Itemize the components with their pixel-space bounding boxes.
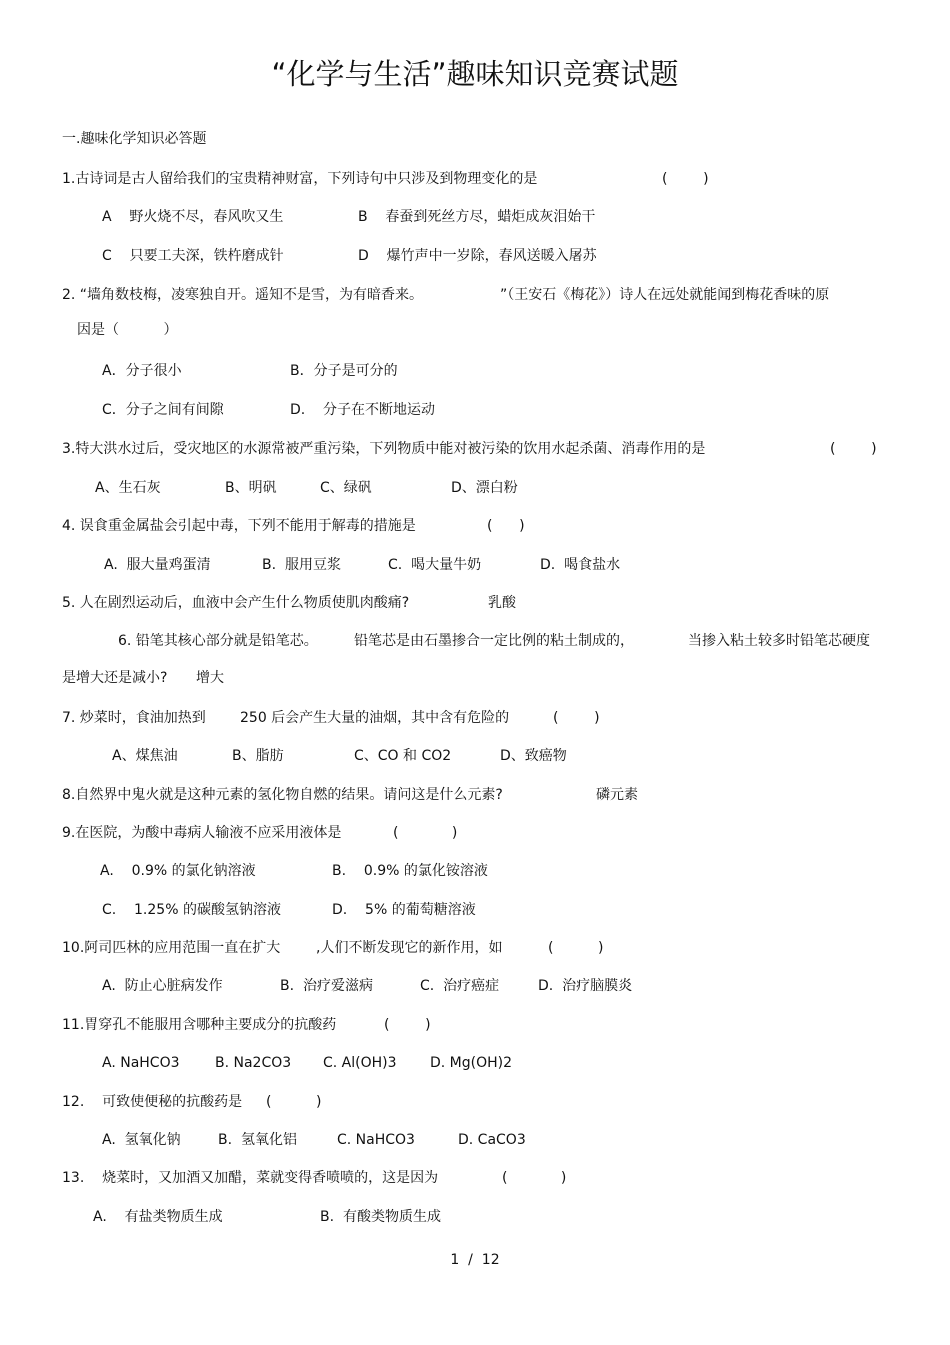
q11-option-b: B. Na2CO3: [215, 1055, 292, 1071]
q11-option-c: C. Al(OH)3: [323, 1055, 397, 1071]
q4-option-a: A. 服大量鸡蛋清: [104, 557, 211, 573]
q10-option-c: C. 治疗癌症: [420, 978, 500, 994]
q11-answer-blank: ( ): [384, 1017, 431, 1033]
q1-option-a: A 野火烧不尽，春风吹又生: [102, 209, 284, 225]
q9-option-d: D. 5% 的葡萄糖溶液: [332, 902, 476, 918]
q11-option-d: D. Mg(OH)2: [430, 1055, 513, 1071]
q2-option-b: B．分子是可分的: [290, 363, 398, 379]
q10-option-a: A. 防止心脏病发作: [102, 978, 223, 994]
q13-option-b: B. 有酸类物质生成: [320, 1209, 441, 1225]
q12-stem: 12. 可致使便秘的抗酸药是: [62, 1094, 243, 1110]
q4-answer-blank: ( ): [487, 518, 525, 534]
q10-stem-cont: ,人们不断发现它的新作用，如: [316, 940, 503, 956]
q3-option-b: B、明矾: [225, 480, 277, 496]
q9-stem: 9.在医院，为酸中毒病人输液不应采用液体是: [62, 825, 342, 841]
q4-stem: 4. 误食重金属盐会引起中毒，下列不能用于解毒的措施是: [62, 518, 416, 534]
section-heading: 一.趣味化学知识必答题: [62, 131, 207, 147]
q4-option-d: D. 喝食盐水: [540, 557, 621, 573]
q13-stem: 13. 烧菜时，又加酒又加醋，菜就变得香喷喷的，这是因为: [62, 1170, 439, 1186]
q2-option-d: D. 分子在不断地运动: [290, 402, 436, 418]
q12-option-c: C. NaHCO3: [337, 1132, 415, 1148]
q12-option-d: D. CaCO3: [458, 1132, 526, 1148]
q10-stem: 10.阿司匹林的应用范围一直在扩大: [62, 940, 281, 956]
q2-stem-line2: 因是（ ）: [77, 322, 178, 338]
q6-stem-line2: 是增大还是减小?: [62, 670, 168, 686]
q10-answer-blank: ( ): [548, 940, 604, 956]
q8-answer: 磷元素: [596, 787, 638, 803]
q9-option-a: A. 0.9% 的氯化钠溶液: [100, 863, 256, 879]
q1-answer-blank: ( ): [662, 171, 709, 187]
q3-option-c: C、绿矾: [320, 480, 372, 496]
q11-stem: 11.胃穿孔不能服用含哪种主要成分的抗酸药: [62, 1017, 337, 1033]
q12-option-b: B. 氢氧化铝: [218, 1132, 297, 1148]
q4-option-c: C. 喝大量牛奶: [388, 557, 482, 573]
q10-option-b: B. 治疗爱滋病: [280, 978, 373, 994]
q12-option-a: A. 氢氧化钠: [102, 1132, 181, 1148]
q6-stem-part2: 铅笔芯是由石墨掺合一定比例的粘土制成的，: [354, 633, 634, 649]
q3-option-a: A、生石灰: [95, 480, 161, 496]
q5-stem: 5. 人在剧烈运动后，血液中会产生什么物质使肌肉酸痛?: [62, 595, 410, 611]
q1-option-d: D 爆竹声中一岁除，春风送暖入屠苏: [358, 248, 597, 264]
q11-option-a: A. NaHCO3: [102, 1055, 180, 1071]
q2-stem: 2. “墙角数枝梅，凌寒独自开。遥知不是雪，为有暗香来。: [62, 287, 424, 303]
page-number: 1 / 12: [450, 1252, 500, 1268]
q7-option-a: A、煤焦油: [112, 748, 178, 764]
page-title: “化学与生活”趣味知识竞赛试题: [271, 57, 679, 91]
q9-option-b: B. 0.9% 的氯化铵溶液: [332, 863, 488, 879]
q13-option-a: A. 有盐类物质生成: [93, 1209, 223, 1225]
q6-stem-part1: 6. 铅笔其核心部分就是铅笔芯。: [118, 633, 318, 649]
q3-answer-blank: ( ): [830, 441, 877, 457]
q12-answer-blank: ( ): [266, 1094, 322, 1110]
q2-option-c: C．分子之间有间隙: [102, 402, 224, 418]
q9-option-c: C. 1.25% 的碳酸氢钠溶液: [102, 902, 281, 918]
q5-answer: 乳酸: [488, 595, 516, 611]
q7-answer-blank: ( ): [553, 710, 600, 726]
q1-stem: 1.古诗词是古人留给我们的宝贵精神财富，下列诗句中只涉及到物理变化的是: [62, 171, 538, 187]
q3-stem: 3.特大洪水过后，受灾地区的水源常被严重污染，下列物质中能对被污染的饮用水起杀菌、消毒作用的是: [62, 441, 706, 457]
q6-stem-part3: 当掺入粘土较多时铅笔芯硬度: [688, 633, 870, 649]
q1-option-b: B 春蚕到死丝方尽，蜡炬成灰泪始干: [358, 209, 596, 225]
q7-stem-cont: 250 后会产生大量的油烟，其中含有危险的: [240, 710, 510, 726]
q10-option-d: D. 治疗脑膜炎: [538, 978, 633, 994]
q9-answer-blank: ( ): [393, 825, 458, 841]
q8-stem: 8.自然界中鬼火就是这种元素的氢化物自燃的结果。请问这是什么元素?: [62, 787, 503, 803]
q2-option-a: A．分子很小: [102, 363, 182, 379]
q7-option-b: B、脂肪: [232, 748, 284, 764]
q4-option-b: B. 服用豆浆: [262, 557, 341, 573]
q2-stem-cont: ”（王安石《梅花》）诗人在远处就能闻到梅花香味的原: [500, 287, 830, 303]
q7-option-c: C、CO 和 CO2: [354, 748, 452, 764]
q6-answer: 增大: [196, 670, 224, 686]
q13-answer-blank: ( ): [502, 1170, 567, 1186]
q1-option-c: C 只要工夫深，铁杵磨成针: [102, 248, 284, 264]
q3-option-d: D、漂白粉: [451, 480, 518, 496]
q7-option-d: D、致癌物: [500, 748, 567, 764]
q7-stem: 7. 炒菜时，食油加热到: [62, 710, 206, 726]
